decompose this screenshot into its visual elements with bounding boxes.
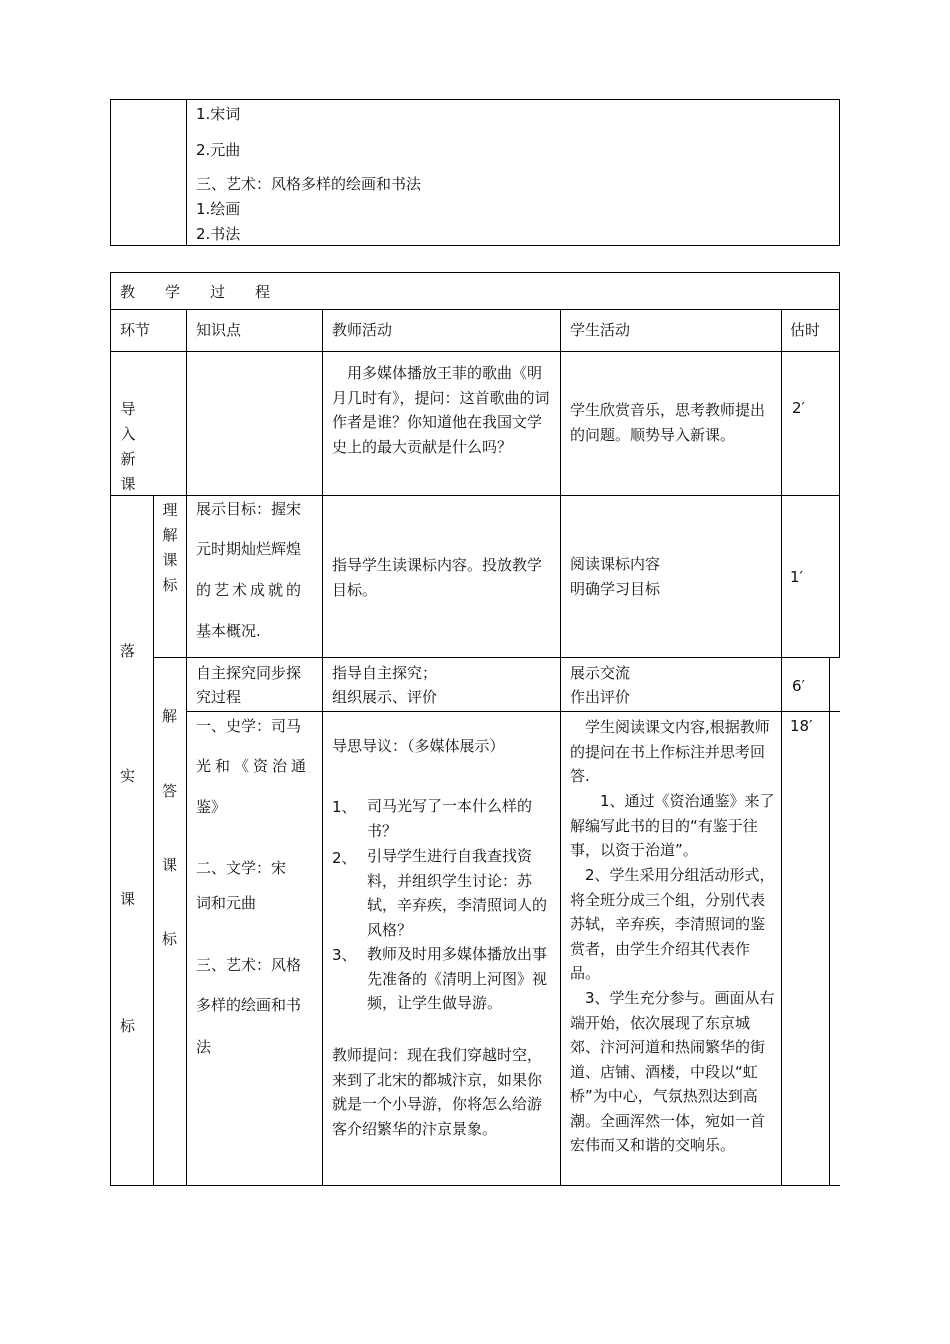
intro-time: 2′ [792,399,805,417]
top-line-3: 三、艺术：风格多样的绘画和书法 [196,175,422,193]
header-student: 学生活动 [570,321,631,339]
top-line-1: 1.宋词 [196,105,241,123]
understand-time: 1′ [790,568,803,586]
answer-char-2: 答 [162,782,178,800]
student-paragraph-1: 学生阅读课文内容,根据教师的提问在书上作标注并思考回答. [570,718,770,785]
intro-teacher-activity: 用多媒体播放王菲的歌曲《明月几时有》，提问：这首歌曲的词作者是谁？你知道他在我国文学史上的最大贡献是什么吗？ [332,364,550,456]
explore-time: 6′ [792,677,805,695]
header-teacher: 教师活动 [332,321,393,339]
answer-char-4: 标 [162,930,178,948]
teacher-question: 教师提问：现在我们穿越时空，来到了北宋的都城汴京，如果你就是一个小导游，你将怎么给游客介绍繁华的汴京景象。 [332,1046,543,1138]
top-line-2: 2.元曲 [196,141,241,159]
understand-teacher-activity: 指导学生读课标内容。投放教学目标。 [332,556,543,599]
answer-char-3: 课 [162,856,178,874]
answer-time: 18′ [790,717,813,735]
student-paragraph-4: 3、学生充分参与。画面从右端开始，依次展现了东京城郊、汴河河道和热闹繁华的街道、店铺、酒楼，中段以“虹桥”为中心，气氛热烈达到高潮。全画浑然一体，宛如一首宏伟而又和谐的交响乐。 [570,989,775,1154]
luoshi-char-2: 实 [120,767,136,785]
answer-char-1: 解 [162,707,178,725]
answer-teacher-intro: 导思导议：（多媒体展示） [332,737,505,755]
intro-section-label: 导 入 新 课 [120,400,136,493]
understand-sub-label: 理 解 课 标 [162,501,178,594]
header-section: 环节 [120,321,151,339]
luoshi-char-4: 标 [120,1017,136,1035]
luoshi-char-1: 落 [120,642,136,660]
header-knowledge: 知识点 [196,321,242,339]
student-paragraph-3: 2、学生采用分组活动形式，将全班分成三个组，分别代表苏轼，辛弃疾，李清照词的鉴赏者，由学生介绍其代表作品。 [570,866,775,982]
intro-student-activity: 学生欣赏音乐，思考教师提出的问题。顺势导入新课。 [570,401,766,444]
process-title: 教 学 过 程 [120,283,271,301]
header-time: 估时 [790,321,821,339]
luoshi-char-3: 课 [120,890,136,908]
top-line-5: 2.书法 [196,225,241,243]
student-paragraph-2: 1、通过《资治通鉴》来了解编写此书的目的“有鉴于往事，以资于治道”。 [570,792,775,859]
top-line-4: 1.绘画 [196,200,241,218]
